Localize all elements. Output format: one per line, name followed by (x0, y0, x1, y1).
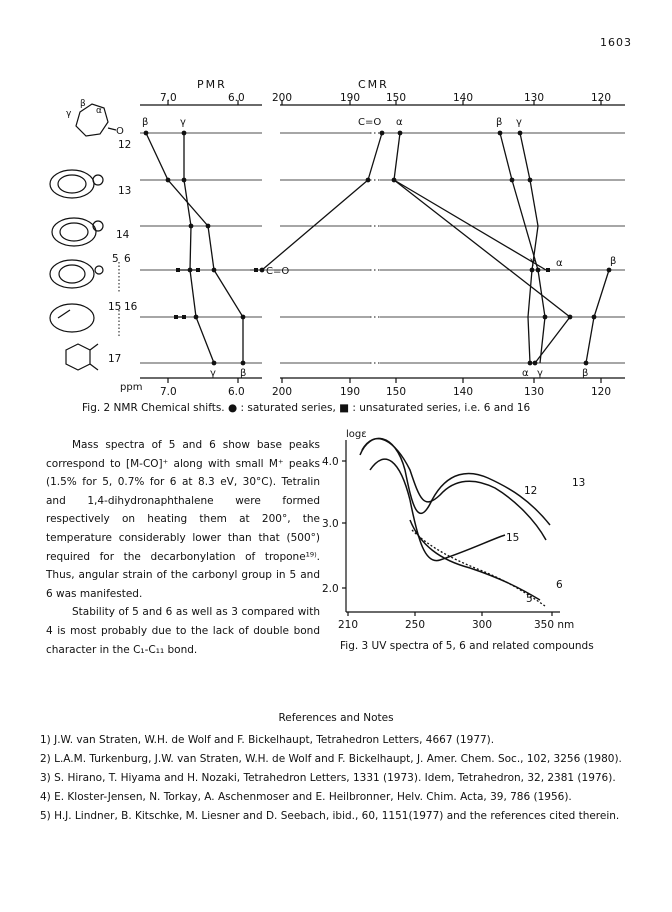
struct-beta: β (80, 99, 86, 109)
compound-rows (140, 133, 625, 363)
peak-label: C=O (358, 117, 382, 128)
pmr-correlation-lines (146, 133, 243, 363)
structure-13 (50, 170, 94, 198)
cmr-top-tick: 190 (340, 92, 361, 104)
reference-item: 1) J.W. van Straten, W.H. de Wolf and F. Bickelhaupt, Tetrahedron Letters, 4667 (1977). (40, 734, 495, 746)
references-list (40, 731, 650, 826)
uv-x-tick: 250 (405, 619, 426, 631)
cmr-top-tick: 140 (453, 92, 474, 104)
struct-gamma: γ (66, 109, 72, 119)
uv-curve-label: 5 (526, 593, 533, 605)
cmr-top-tick: 150 (386, 92, 407, 104)
structure-15-16 (50, 304, 94, 332)
peak-label: C=O (266, 266, 290, 277)
peak-label: β (610, 256, 617, 267)
structure-14 (52, 218, 96, 246)
cmr-bottom-tick: 120 (591, 386, 612, 398)
peak-label: α (396, 117, 403, 128)
structure-5-6 (50, 260, 94, 288)
pmr-bottom-tick: 6.0 (228, 386, 245, 398)
peak-label: α (522, 368, 529, 379)
peak-label: γ (530, 256, 536, 267)
reference-item: 5) H.J. Lindner, B. Kitschke, M. Liesner and D. Seebach, ibid., 60, 1151(1977) and the references cited therein. (40, 810, 620, 822)
uv-curve-label: 13 (572, 477, 586, 489)
body-paragraph: Stability of 5 and 6 as well as 3 compared with 4 is most probably due to the lack of double bond character in the C₁-C₁₁ bond. (46, 606, 320, 656)
compound-label: 13 (118, 185, 132, 197)
peak-label: β (582, 368, 589, 379)
cmr-bottom-tick: 130 (524, 386, 545, 398)
cmr-top-tick: 120 (591, 92, 612, 104)
uv-curve-label: 15 (506, 532, 520, 544)
cmr-title: CMR (358, 78, 389, 91)
compound-label: 6 (124, 253, 131, 265)
uv-y-tick: 4.0 (322, 456, 339, 468)
uv-y-tick: 3.0 (322, 518, 339, 530)
peak-label: γ (516, 117, 522, 128)
figure-2-caption: Fig. 2 NMR Chemical shifts. ● : saturated series, ■ : unsaturated series, i.e. 6 and 16 (82, 402, 531, 414)
reference-item: 3) S. Hirano, T. Hiyama and H. Nozaki, Tetrahedron Letters, 1331 (1973). Idem, Tetrahedron, 32, 2381 (1976). (40, 772, 616, 784)
compound-label: 16 (124, 301, 138, 313)
peak-label: α (556, 258, 563, 269)
peak-label: γ (537, 368, 543, 379)
structure-17 (66, 344, 90, 370)
uv-x-tick: 300 (472, 619, 493, 631)
peak-label: β (496, 117, 503, 128)
uv-ylabel: logε (346, 429, 367, 440)
uv-curve-label: 6 (556, 579, 563, 591)
uv-curves (360, 438, 550, 600)
figure-3-uv-spectra (322, 424, 628, 636)
reference-item: 2) L.A.M. Turkenburg, J.W. van Straten, W.H. de Wolf and F. Bickelhaupt, J. Amer. Chem. Soc., 102, 3256 (1980). (40, 753, 622, 765)
uv-curve-label: 12 (524, 485, 538, 497)
cmr-top-tick: 130 (524, 92, 545, 104)
structure-drawings (50, 104, 116, 370)
cmr-correlation-lines (262, 133, 609, 363)
uv-y-tick: 2.0 (322, 583, 339, 595)
compound-label: 5 (112, 253, 119, 265)
uv-x-tick: 350 nm (534, 619, 575, 631)
peak-label: β (240, 368, 247, 379)
figure-3-caption: Fig. 3 UV spectra of 5, 6 and related compounds (340, 640, 594, 652)
body-paragraph: Mass spectra of 5 and 6 show base peaks correspond to [M-CO]⁺ along with small M⁺ peaks (1.5% for 5, 0.7% for 6 at 8.3 eV, 30°C). Tetralin and 1,4-dihydronaphthalene were formed respectively on heating them at 200°, the temperature considerably lower than that (500°) required for the decarbonylation of tropone¹⁹⁾. Thus, angular strain of the carbonyl group in 5 and 6 was manifested. (46, 439, 320, 600)
struct-oxygen: O (116, 126, 124, 137)
cmr-bottom-tick: 200 (272, 386, 293, 398)
page-number: 1603 (600, 36, 632, 49)
pmr-top-tick: 7.0 (160, 92, 177, 104)
cmr-bottom-tick: 150 (386, 386, 407, 398)
compound-label: 12 (118, 139, 132, 151)
peak-label: β (142, 117, 149, 128)
references-heading: References and Notes (278, 712, 394, 724)
body-text (46, 436, 320, 659)
pmr-title: PMR (197, 78, 227, 91)
peak-label: γ (210, 368, 216, 379)
reference-item: 4) E. Kloster-Jensen, N. Torkay, A. Aschenmoser and E. Heilbronner, Helv. Chim. Acta, 39, 786 (1956). (40, 791, 572, 803)
cmr-top-tick: 200 (272, 92, 293, 104)
pmr-bottom-tick: 7.0 (160, 386, 177, 398)
figure-2-nmr-diagram (0, 74, 672, 400)
ppm-unit: ppm (120, 382, 143, 393)
cmr-bottom-tick: 140 (453, 386, 474, 398)
compound-label: 14 (116, 229, 130, 241)
pmr-top-tick: 6.0 (228, 92, 245, 104)
compound-label: 15 (108, 301, 122, 313)
data-points (144, 131, 612, 366)
cmr-bottom-tick: 190 (340, 386, 361, 398)
struct-alpha: α (96, 106, 102, 116)
compound-label: 17 (108, 353, 122, 365)
uv-x-tick: 210 (338, 619, 359, 631)
peak-label: γ (180, 117, 186, 128)
